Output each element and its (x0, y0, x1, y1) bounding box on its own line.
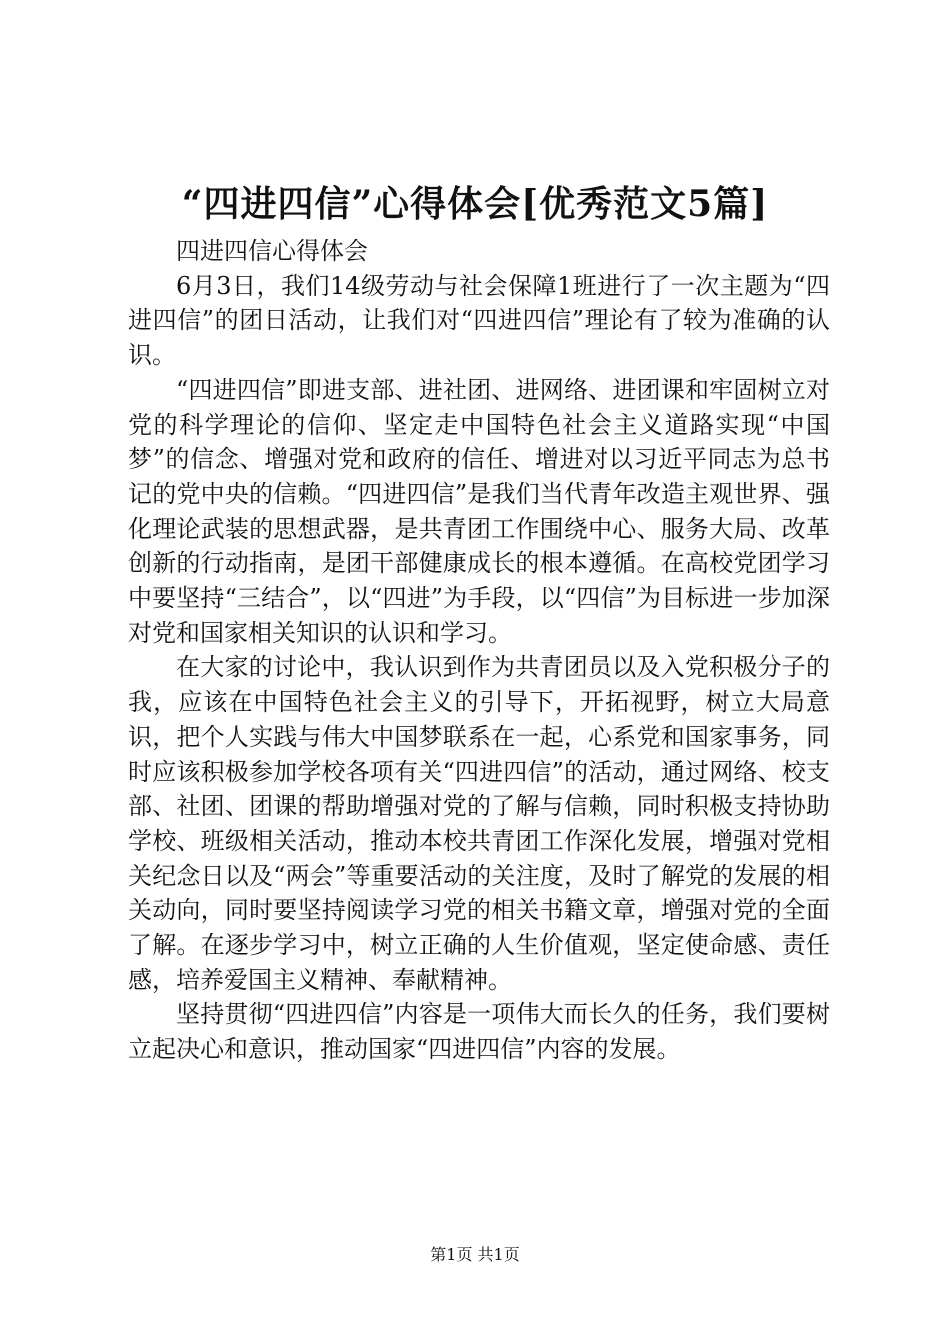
paragraph: 6月3日，我们14级劳动与社会保障1班进行了一次主题为“四进四信”的团日活动，让我们对“四进四信”理论有了较为准确的认识。 (128, 271, 830, 370)
paragraph: 在大家的讨论中，我认识到作为共青团员以及入党积极分子的我，应该在中国特色社会主义的引导下，开拓视野，树立大局意识，把个人实践与伟大中国梦联系在一起，心系党和国家事务，同时应该积极参加学校各项有关“四进四信”的活动，通过网络、校支部、社团、团课的帮助增强对党的了解与信赖，同时积极支持协助学校、班级相关活动，推动本校共青团工作深化发展，增强对党相关纪念日以及“两会”等重要活动的关注度，及时了解党的发展的相关动向，同时要坚持阅读学习党的相关书籍文章，增强对党的全面了解。在逐步学习中，树立正确的人生价值观，坚定使命感、责任感，培养爱国主义精神、奉献精神。 (128, 653, 830, 994)
page-footer: 第1页 共1页 (430, 1245, 520, 1264)
document-body (128, 234, 830, 1067)
paragraph: “四进四信”即进支部、进社团、进网络、进团课和牢固树立对党的科学理论的信仰、坚定走中国特色社会主义道路实现“中国梦”的信念、增强对党和政府的信任、增进对以习近平同志为总书记的党中央的信赖。“四进四信”是我们当代青年改造主观世界、强化理论武装的思想武器，是共青团工作围绕中心、服务大局、改革创新的行动指南，是团干部健康成长的根本遵循。在高校党团学习中要坚持“三结合”，以“四进”为手段，以“四信”为目标进一步加深对党和国家相关知识的认识和学习。 (128, 375, 830, 647)
paragraph-subtitle: 四进四信心得体会 (176, 237, 368, 265)
document-title: “四进四信”心得体会[优秀范文5篇] (181, 183, 769, 225)
paragraph: 坚持贯彻“四进四信”内容是一项伟大而长久的任务，我们要树立起决心和意识，推动国家“四进四信”内容的发展。 (128, 1000, 830, 1064)
